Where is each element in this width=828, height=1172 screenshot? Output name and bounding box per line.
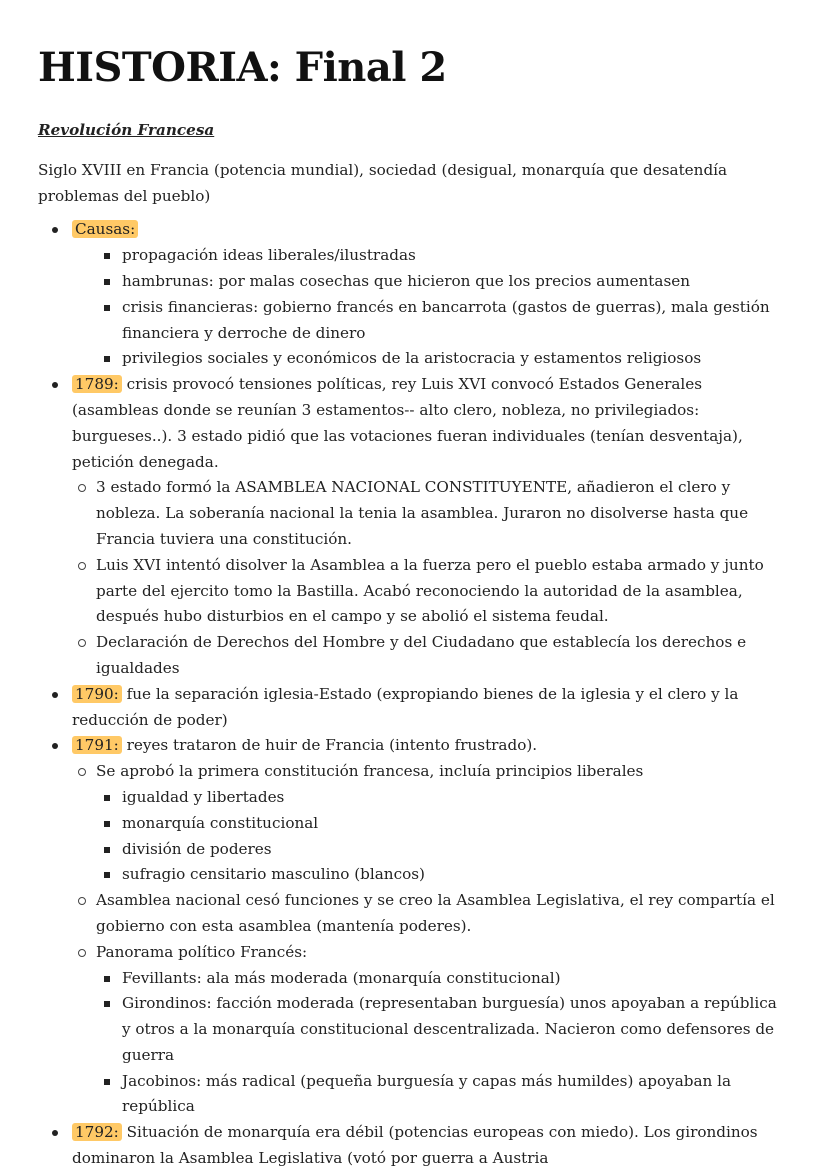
list-item-text: monarquía constitucional <box>122 813 319 832</box>
list-item-text: igualdad y libertades <box>122 787 285 806</box>
list-item-causas <box>38 217 790 372</box>
list-item-text: Asamblea nacional cesó funciones y se creo la Asamblea Legislativa, el rey compartía el gobierno con esta asamblea (mantenía poderes). <box>96 891 775 935</box>
circle-bullet-icon <box>78 562 86 570</box>
highlight-label: 1791: <box>72 736 122 754</box>
list-item <box>38 630 790 682</box>
list-item-1790 <box>38 682 790 734</box>
list-item <box>38 269 790 295</box>
circle-bullet-icon <box>78 484 86 492</box>
page-title: HISTORIA: Final 2 <box>38 44 447 91</box>
list-item-1789 <box>38 372 790 682</box>
list-item-text: Panorama político Francés: <box>96 942 308 961</box>
list-item-text: Situación de monarquía era débil (potencias europeas con miedo). Los girondinos dominaron la Asamblea Legislativa (votó por guerra a Austria <box>72 1123 758 1168</box>
list-item-text: división de poderes <box>122 839 272 858</box>
bullet-icon <box>52 382 58 388</box>
circle-bullet-icon <box>78 768 86 776</box>
highlight-label: 1789: <box>72 375 122 393</box>
list-item-text: crisis provocó tensiones políticas, rey Luis XVI convocó Estados Generales (asambleas donde se reunían 3 estamentos-- alto clero, nobleza, no privilegiados: burgueses..). 3 estado pidió que las votaciones fueran individuales (tenían desventaja), petición denegada. <box>72 375 743 471</box>
square-bullet-icon <box>104 1079 110 1085</box>
list-item-text: 3 estado formó la ASAMBLEA NACIONAL CONSTITUYENTE, añadieron el clero y nobleza. La soberanía nacional la tenia la asamblea. Juraron no disolverse hasta que Francia tuviera una constitución. <box>96 478 749 548</box>
list-item <box>38 243 790 269</box>
list-item-text: Se aprobó la primera constitución francesa, incluía principios liberales <box>96 762 644 781</box>
list-item-text: Jacobinos: más radical (pequeña burguesía y capas más humildes) apoyaban la república <box>122 1071 732 1116</box>
square-bullet-icon <box>104 976 110 982</box>
list-item-text: Fevillants: ala más moderada (monarquía constitucional) <box>122 968 561 987</box>
highlight-label: Causas: <box>72 220 138 238</box>
list-item-text: privilegios sociales y económicos de la aristocracia y estamentos religiosos <box>122 349 702 368</box>
bullet-icon <box>52 1130 58 1136</box>
list-item <box>38 553 790 630</box>
list-item-text: Declaración de Derechos del Hombre y del Ciudadano que establecía los derechos e igualdades <box>96 633 747 677</box>
list-item-text: Girondinos: facción moderada (representaban burguesía) unos apoyaban a república y otros a la monarquía constitucional descentralizada. Nacieron como defensores de guerra <box>122 994 777 1064</box>
square-bullet-icon <box>104 795 110 801</box>
square-bullet-icon <box>104 1001 110 1007</box>
list-item-text: Luis XVI intentó disolver la Asamblea a la fuerza pero el pueblo estaba armado y junto parte del ejercito tomo la Bastilla. Acabó reconociendo la autoridad de la asamblea, después hubo disturbios en el campo y se abolió el sistema feudal. <box>96 555 764 626</box>
highlight-label: 1790: <box>72 685 122 703</box>
list-item <box>38 475 790 552</box>
list-item-text: propagación ideas liberales/ilustradas <box>122 246 416 265</box>
circle-bullet-icon <box>78 949 86 957</box>
circle-bullet-icon <box>78 639 86 647</box>
section-title: Revolución Francesa <box>38 121 215 139</box>
square-bullet-icon <box>104 253 110 259</box>
list-item-text: fue la separación iglesia-Estado (expropiando bienes de la iglesia y el clero y la reducción de poder) <box>72 684 739 729</box>
bullet-icon <box>52 743 58 749</box>
list-item-text: sufragio censitario masculino (blancos) <box>122 865 425 884</box>
list-item <box>38 966 790 992</box>
list-item-text: hambrunas: por malas cosechas que hicieron que los precios aumentasen <box>122 271 691 290</box>
list-item-1791 <box>38 733 790 1120</box>
list-item-text: crisis financieras: gobierno francés en bancarrota (gastos de guerras), mala gestión financiera y derroche de dinero <box>122 297 770 342</box>
list-item <box>38 811 790 837</box>
bullet-icon <box>52 227 58 233</box>
main-list <box>38 217 790 1171</box>
bullet-icon <box>52 692 58 698</box>
list-item <box>38 888 790 940</box>
list-item <box>38 295 790 347</box>
square-bullet-icon <box>104 872 110 878</box>
square-bullet-icon <box>104 305 110 311</box>
list-item <box>38 837 790 863</box>
square-bullet-icon <box>104 821 110 827</box>
highlight-label: 1792: <box>72 1123 122 1141</box>
list-item <box>38 862 790 888</box>
list-item <box>38 940 790 1121</box>
intro-paragraph: Siglo XVIII en Francia (potencia mundial), sociedad (desigual, monarquía que desatendía problemas del pueblo) <box>38 160 728 205</box>
list-item-1792 <box>38 1120 790 1172</box>
circle-bullet-icon <box>78 897 86 905</box>
list-item <box>38 785 790 811</box>
list-item-text: reyes trataron de huir de Francia (intento frustrado). <box>121 736 538 755</box>
list-item <box>38 1069 790 1121</box>
list-item <box>38 346 790 372</box>
square-bullet-icon <box>104 279 110 285</box>
list-item <box>38 991 790 1068</box>
square-bullet-icon <box>104 356 110 362</box>
square-bullet-icon <box>104 847 110 853</box>
list-item <box>38 759 790 888</box>
